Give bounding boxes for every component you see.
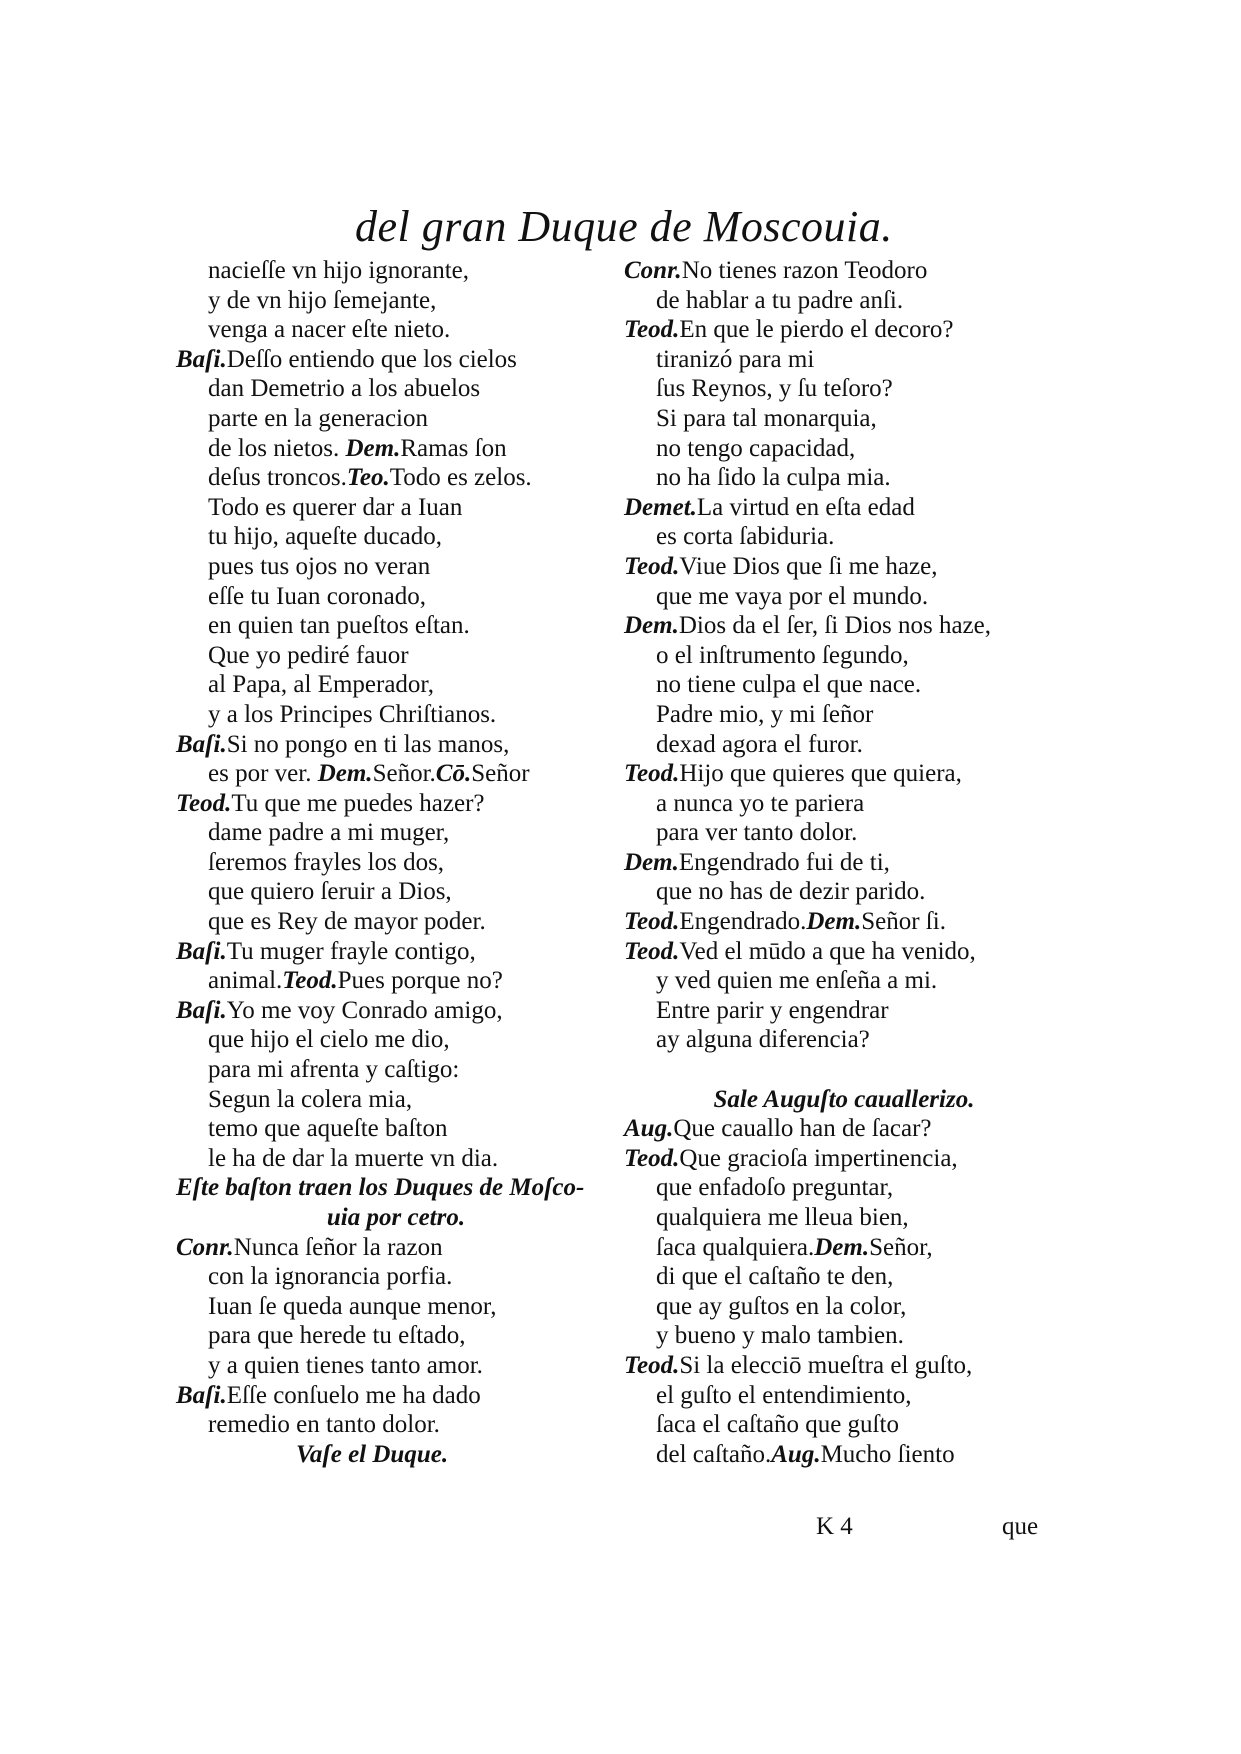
speech-text: deſus troncos. bbox=[208, 464, 347, 492]
verse-line: que enfadoſo preguntar, bbox=[656, 1174, 894, 1202]
verse-line: que me vaya por el mundo. bbox=[656, 582, 929, 610]
verse-line: Segun la colera mia, bbox=[208, 1085, 413, 1113]
speech-line bbox=[624, 552, 1064, 582]
speech-text: del caſtaño. bbox=[656, 1440, 772, 1468]
verse-line: tiranizó para mi bbox=[656, 345, 815, 373]
verse-line: Si para tal monarquia, bbox=[656, 404, 877, 432]
speech-text: Pues porque no? bbox=[337, 967, 503, 995]
speaker-label: Teod. bbox=[282, 967, 338, 995]
verse-line: de hablar a tu padre anſi. bbox=[656, 286, 904, 314]
verse-line: remedio en tanto dolor. bbox=[208, 1411, 440, 1439]
verse-line: es corta ſabiduria. bbox=[656, 523, 835, 551]
speech-text: Nunca ſeñor la razon bbox=[233, 1233, 443, 1261]
speaker-label: Dem. bbox=[345, 434, 401, 462]
verse-line: no tiene culpa el que nace. bbox=[656, 671, 922, 699]
speech-text: Tu muger frayle contigo, bbox=[226, 937, 476, 965]
verse-line: qualquiera me lleua bien, bbox=[656, 1204, 909, 1231]
speaker-label: Conr. bbox=[176, 1233, 234, 1261]
stage-direction: Sale Auguſto cauallerizo. bbox=[713, 1085, 975, 1113]
verse-line: pues tus ojos no veran bbox=[208, 552, 431, 580]
verse-line: venga a nacer eſte nieto. bbox=[208, 316, 451, 344]
speaker-label: Teod. bbox=[624, 760, 680, 788]
verse-line bbox=[176, 463, 616, 493]
verse-line: ay alguna diferencia? bbox=[656, 1026, 870, 1054]
speech-text: Si no pongo en ti las manos, bbox=[226, 730, 510, 758]
verse-line: Padre mio, y mi ſeñor bbox=[656, 700, 874, 728]
stage-direction: Vaſe el Duque. bbox=[296, 1440, 449, 1468]
speaker-label: Conr. bbox=[624, 257, 682, 284]
speech-text: Deſſo entiendo que los cielos bbox=[226, 345, 517, 373]
speaker-label: Teod. bbox=[624, 937, 680, 965]
speech-text: La virtud en eſta edad bbox=[696, 493, 915, 521]
speech-text: Yo me voy Conrado amigo, bbox=[226, 996, 503, 1024]
speech-line bbox=[624, 1351, 1064, 1381]
verse-line: di que el caſtaño te den, bbox=[656, 1263, 894, 1291]
running-head: del gran Duque de Moscouia. bbox=[355, 202, 893, 251]
speech-text: Que gracioſa impertinencia, bbox=[679, 1144, 958, 1172]
speaker-label: Cō. bbox=[435, 760, 472, 788]
speech-text: Todo es zelos. bbox=[389, 464, 532, 492]
verse-line: o el inſtrumento ſegundo, bbox=[656, 641, 909, 669]
verse-line: al Papa, al Emperador, bbox=[208, 671, 434, 699]
speaker-label: Baſi. bbox=[176, 937, 227, 965]
verse-line: ſaca el caſtaño que guſto bbox=[656, 1411, 899, 1439]
verse-line: que quiero ſeruir a Dios, bbox=[208, 878, 452, 906]
right-column bbox=[624, 256, 1064, 1469]
marginal-note: Eſte baſton traen los Duques de Moſco- bbox=[176, 1174, 585, 1202]
speech-line bbox=[624, 1144, 1064, 1174]
verse-line: que ay guſtos en la color, bbox=[656, 1292, 907, 1320]
verse-line bbox=[176, 434, 616, 464]
verse-line: el guſto el entendimiento, bbox=[656, 1381, 912, 1409]
speech-text: Mucho ſiento bbox=[820, 1440, 955, 1468]
speaker-label: Aug. bbox=[771, 1440, 821, 1468]
speech-line bbox=[624, 493, 1064, 523]
speech-text: de los nietos. bbox=[208, 434, 346, 462]
speech-text: En que le pierdo el decoro? bbox=[679, 316, 954, 344]
speech-text: Ramas ſon bbox=[400, 434, 507, 462]
speaker-label: Teo. bbox=[346, 464, 390, 492]
speech-text: ſaca qualquiera. bbox=[656, 1233, 815, 1261]
speech-line bbox=[176, 1381, 616, 1411]
speech-text: Señor. bbox=[372, 760, 436, 788]
speech-text: Señor, bbox=[869, 1233, 933, 1261]
verse-line: y ved quien me enſeña a mi. bbox=[656, 967, 938, 995]
speaker-label: Dem. bbox=[317, 760, 373, 788]
verse-line: no tengo capacidad, bbox=[656, 434, 856, 462]
verse-line: y de vn hijo ſemejante, bbox=[208, 286, 437, 314]
verse-line: en quien tan pueſtos eſtan. bbox=[208, 612, 470, 640]
speaker-label: Teod. bbox=[624, 1351, 680, 1379]
speech-text: Eſſe conſuelo me ha dado bbox=[226, 1381, 481, 1409]
verse-line: con la ignorancia porfia. bbox=[208, 1263, 453, 1291]
verse-line bbox=[176, 759, 616, 789]
verse-line: no ha ſido la culpa mia. bbox=[656, 464, 891, 492]
verse-line: ſeremos frayles los dos, bbox=[208, 848, 445, 876]
speech-text: Señor bbox=[471, 760, 530, 788]
speech-line bbox=[624, 759, 1064, 789]
speech-line bbox=[176, 996, 616, 1026]
speaker-label: Dem. bbox=[814, 1233, 870, 1261]
speech-line bbox=[624, 1114, 1064, 1144]
speech-line bbox=[624, 256, 1064, 286]
blank-line bbox=[624, 1055, 1064, 1085]
speech-text: Engendrado fui de ti, bbox=[678, 848, 890, 876]
verse-line: Entre parir y engendrar bbox=[656, 996, 889, 1024]
speaker-label: Baſi. bbox=[176, 1381, 227, 1409]
verse-line: y bueno y malo tambien. bbox=[656, 1322, 904, 1350]
verse-line: dame padre a mi muger, bbox=[208, 819, 450, 847]
speaker-label: Baſi. bbox=[176, 730, 227, 758]
speech-line bbox=[624, 848, 1064, 878]
signature-mark: K 4 bbox=[816, 1513, 853, 1540]
speech-line bbox=[176, 345, 616, 375]
verse-line: tu hijo, aqueſte ducado, bbox=[208, 523, 442, 551]
verse-line: temo que aqueſte baſton bbox=[208, 1115, 448, 1143]
speaker-label: Teod. bbox=[624, 908, 680, 936]
speech-text: Señor ſi. bbox=[861, 908, 946, 936]
verse-line: que no has de dezir parido. bbox=[656, 878, 926, 906]
speech-line bbox=[176, 730, 616, 760]
verse-line: Que yo pediré fauor bbox=[208, 641, 409, 669]
verse-line: dan Demetrio a los abuelos bbox=[208, 375, 481, 403]
verse-line: y a los Principes Chriſtianos. bbox=[208, 700, 497, 728]
speech-line bbox=[176, 1233, 616, 1263]
verse-line: Todo es querer dar a Iuan bbox=[208, 493, 463, 521]
speech-line bbox=[624, 611, 1064, 641]
verse-line: y a quien tienes tanto amor. bbox=[208, 1351, 483, 1379]
speaker-label: Demet. bbox=[624, 493, 697, 521]
speaker-label: Dem. bbox=[806, 908, 862, 936]
verse-line: parte en la generacion bbox=[208, 404, 429, 432]
speech-line bbox=[624, 315, 1064, 345]
verse-line: para mi afrenta y caſtigo: bbox=[208, 1056, 460, 1084]
speech-line bbox=[176, 789, 616, 819]
verse-line: Iuan ſe queda aunque menor, bbox=[208, 1292, 497, 1320]
speech-text: No tienes razon Teodoro bbox=[681, 257, 928, 284]
speaker-label: Teod. bbox=[624, 552, 680, 580]
speech-text: Si la elecciō mueſtra el guſto, bbox=[679, 1351, 973, 1379]
speech-text: Viue Dios que ſi me haze, bbox=[679, 552, 938, 580]
speaker-label: Dem. bbox=[624, 612, 679, 640]
speaker-label: Baſi. bbox=[176, 996, 227, 1024]
speaker-label: Aug. bbox=[624, 1115, 674, 1143]
speaker-label: Baſi. bbox=[176, 345, 227, 373]
verse-line: a nunca yo te pariera bbox=[656, 789, 865, 817]
speech-line bbox=[176, 937, 616, 967]
speech-text: Engendrado. bbox=[679, 908, 807, 936]
speech-text: animal. bbox=[208, 967, 283, 995]
verse-line: que es Rey de mayor poder. bbox=[208, 908, 486, 936]
left-column bbox=[176, 256, 616, 1469]
verse-line: para ver tanto dolor. bbox=[656, 819, 858, 847]
catchword: que bbox=[1002, 1513, 1039, 1540]
speaker-label: Teod. bbox=[624, 316, 680, 344]
verse-line: para que herede tu eſtado, bbox=[208, 1322, 466, 1350]
verse-line: dexad agora el furor. bbox=[656, 730, 863, 758]
verse-line: ſus Reynos, y ſu teſoro? bbox=[656, 375, 893, 403]
speaker-label: Dem. bbox=[624, 848, 679, 876]
verse-line: le ha de dar la muerte vn dia. bbox=[208, 1144, 499, 1172]
speech-line bbox=[624, 907, 1064, 937]
speech-text: es por ver. bbox=[208, 760, 318, 788]
speech-text: Que cauallo han de ſacar? bbox=[673, 1115, 932, 1143]
verse-line bbox=[624, 1440, 1064, 1470]
speech-text: Hijo que quieres que quiera, bbox=[679, 760, 962, 788]
verse-line: nacieſſe vn hijo ignorante, bbox=[208, 257, 470, 284]
marginal-note: uia por cetro. bbox=[326, 1204, 466, 1231]
speaker-label: Teod. bbox=[176, 789, 232, 817]
verse-line bbox=[176, 966, 616, 996]
speech-text: Ved el mūdo a que ha venido, bbox=[679, 937, 976, 965]
speech-text: Dios da el ſer, ſi Dios nos haze, bbox=[678, 612, 991, 640]
speech-line bbox=[624, 937, 1064, 967]
speaker-label: Teod. bbox=[624, 1144, 680, 1172]
verse-line: eſſe tu Iuan coronado, bbox=[208, 582, 426, 610]
speech-text: Tu que me puedes hazer? bbox=[231, 789, 485, 817]
verse-line bbox=[624, 1233, 1064, 1263]
verse-line: que hijo el cielo me dio, bbox=[208, 1026, 450, 1054]
